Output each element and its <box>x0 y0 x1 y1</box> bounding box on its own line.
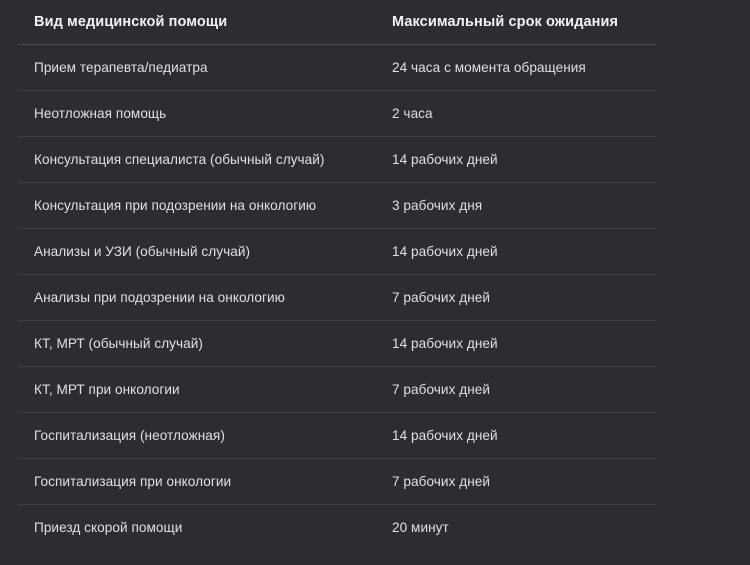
cell-max-wait: 2 часа <box>376 91 656 137</box>
cell-care-type: Госпитализация при онкологии <box>18 459 376 505</box>
cell-max-wait: 7 рабочих дней <box>376 367 656 413</box>
table-row <box>18 275 656 321</box>
cell-care-type: Консультация при подозрении на онкологию <box>18 183 376 229</box>
table-row <box>18 45 656 91</box>
table-row <box>18 183 656 229</box>
cell-max-wait: 7 рабочих дней <box>376 459 656 505</box>
cell-care-type: Госпитализация (неотложная) <box>18 413 376 459</box>
cell-max-wait: 7 рабочих дней <box>376 275 656 321</box>
column-header-max-wait: Максимальный срок ожидания <box>376 0 656 45</box>
cell-max-wait: 14 рабочих дней <box>376 321 656 367</box>
cell-max-wait: 3 рабочих дня <box>376 183 656 229</box>
waiting-times-table <box>18 0 656 550</box>
table-row <box>18 137 656 183</box>
table-row <box>18 229 656 275</box>
table-body <box>18 45 656 551</box>
cell-max-wait: 14 рабочих дней <box>376 229 656 275</box>
table-row <box>18 321 656 367</box>
table-row <box>18 367 656 413</box>
cell-care-type: КТ, МРТ при онкологии <box>18 367 376 413</box>
table-header <box>18 0 656 45</box>
cell-care-type: Анализы и УЗИ (обычный случай) <box>18 229 376 275</box>
cell-care-type: Приезд скорой помощи <box>34 520 183 535</box>
table-row <box>18 91 656 137</box>
column-header-care-type: Вид медицинской помощи <box>18 0 376 45</box>
cell-care-type: Анализы при подозрении на онкологию <box>18 275 376 321</box>
table-row <box>18 413 656 459</box>
cell-care-type: Консультация специалиста (обычный случай) <box>18 137 376 183</box>
cell-care-type: КТ, МРТ (обычный случай) <box>18 321 376 367</box>
table-header-row <box>18 0 656 45</box>
cell-care-type: Прием терапевта/педиатра <box>18 45 376 91</box>
table-row <box>18 505 656 551</box>
cell-max-wait: 14 рабочих дней <box>376 413 656 459</box>
cell-max-wait: 20 минут <box>392 520 449 535</box>
cell-max-wait: 14 рабочих дней <box>376 137 656 183</box>
table-row <box>18 459 656 505</box>
cell-care-type: Неотложная помощь <box>18 91 376 137</box>
cell-max-wait: 24 часа с момента обращения <box>376 45 656 91</box>
